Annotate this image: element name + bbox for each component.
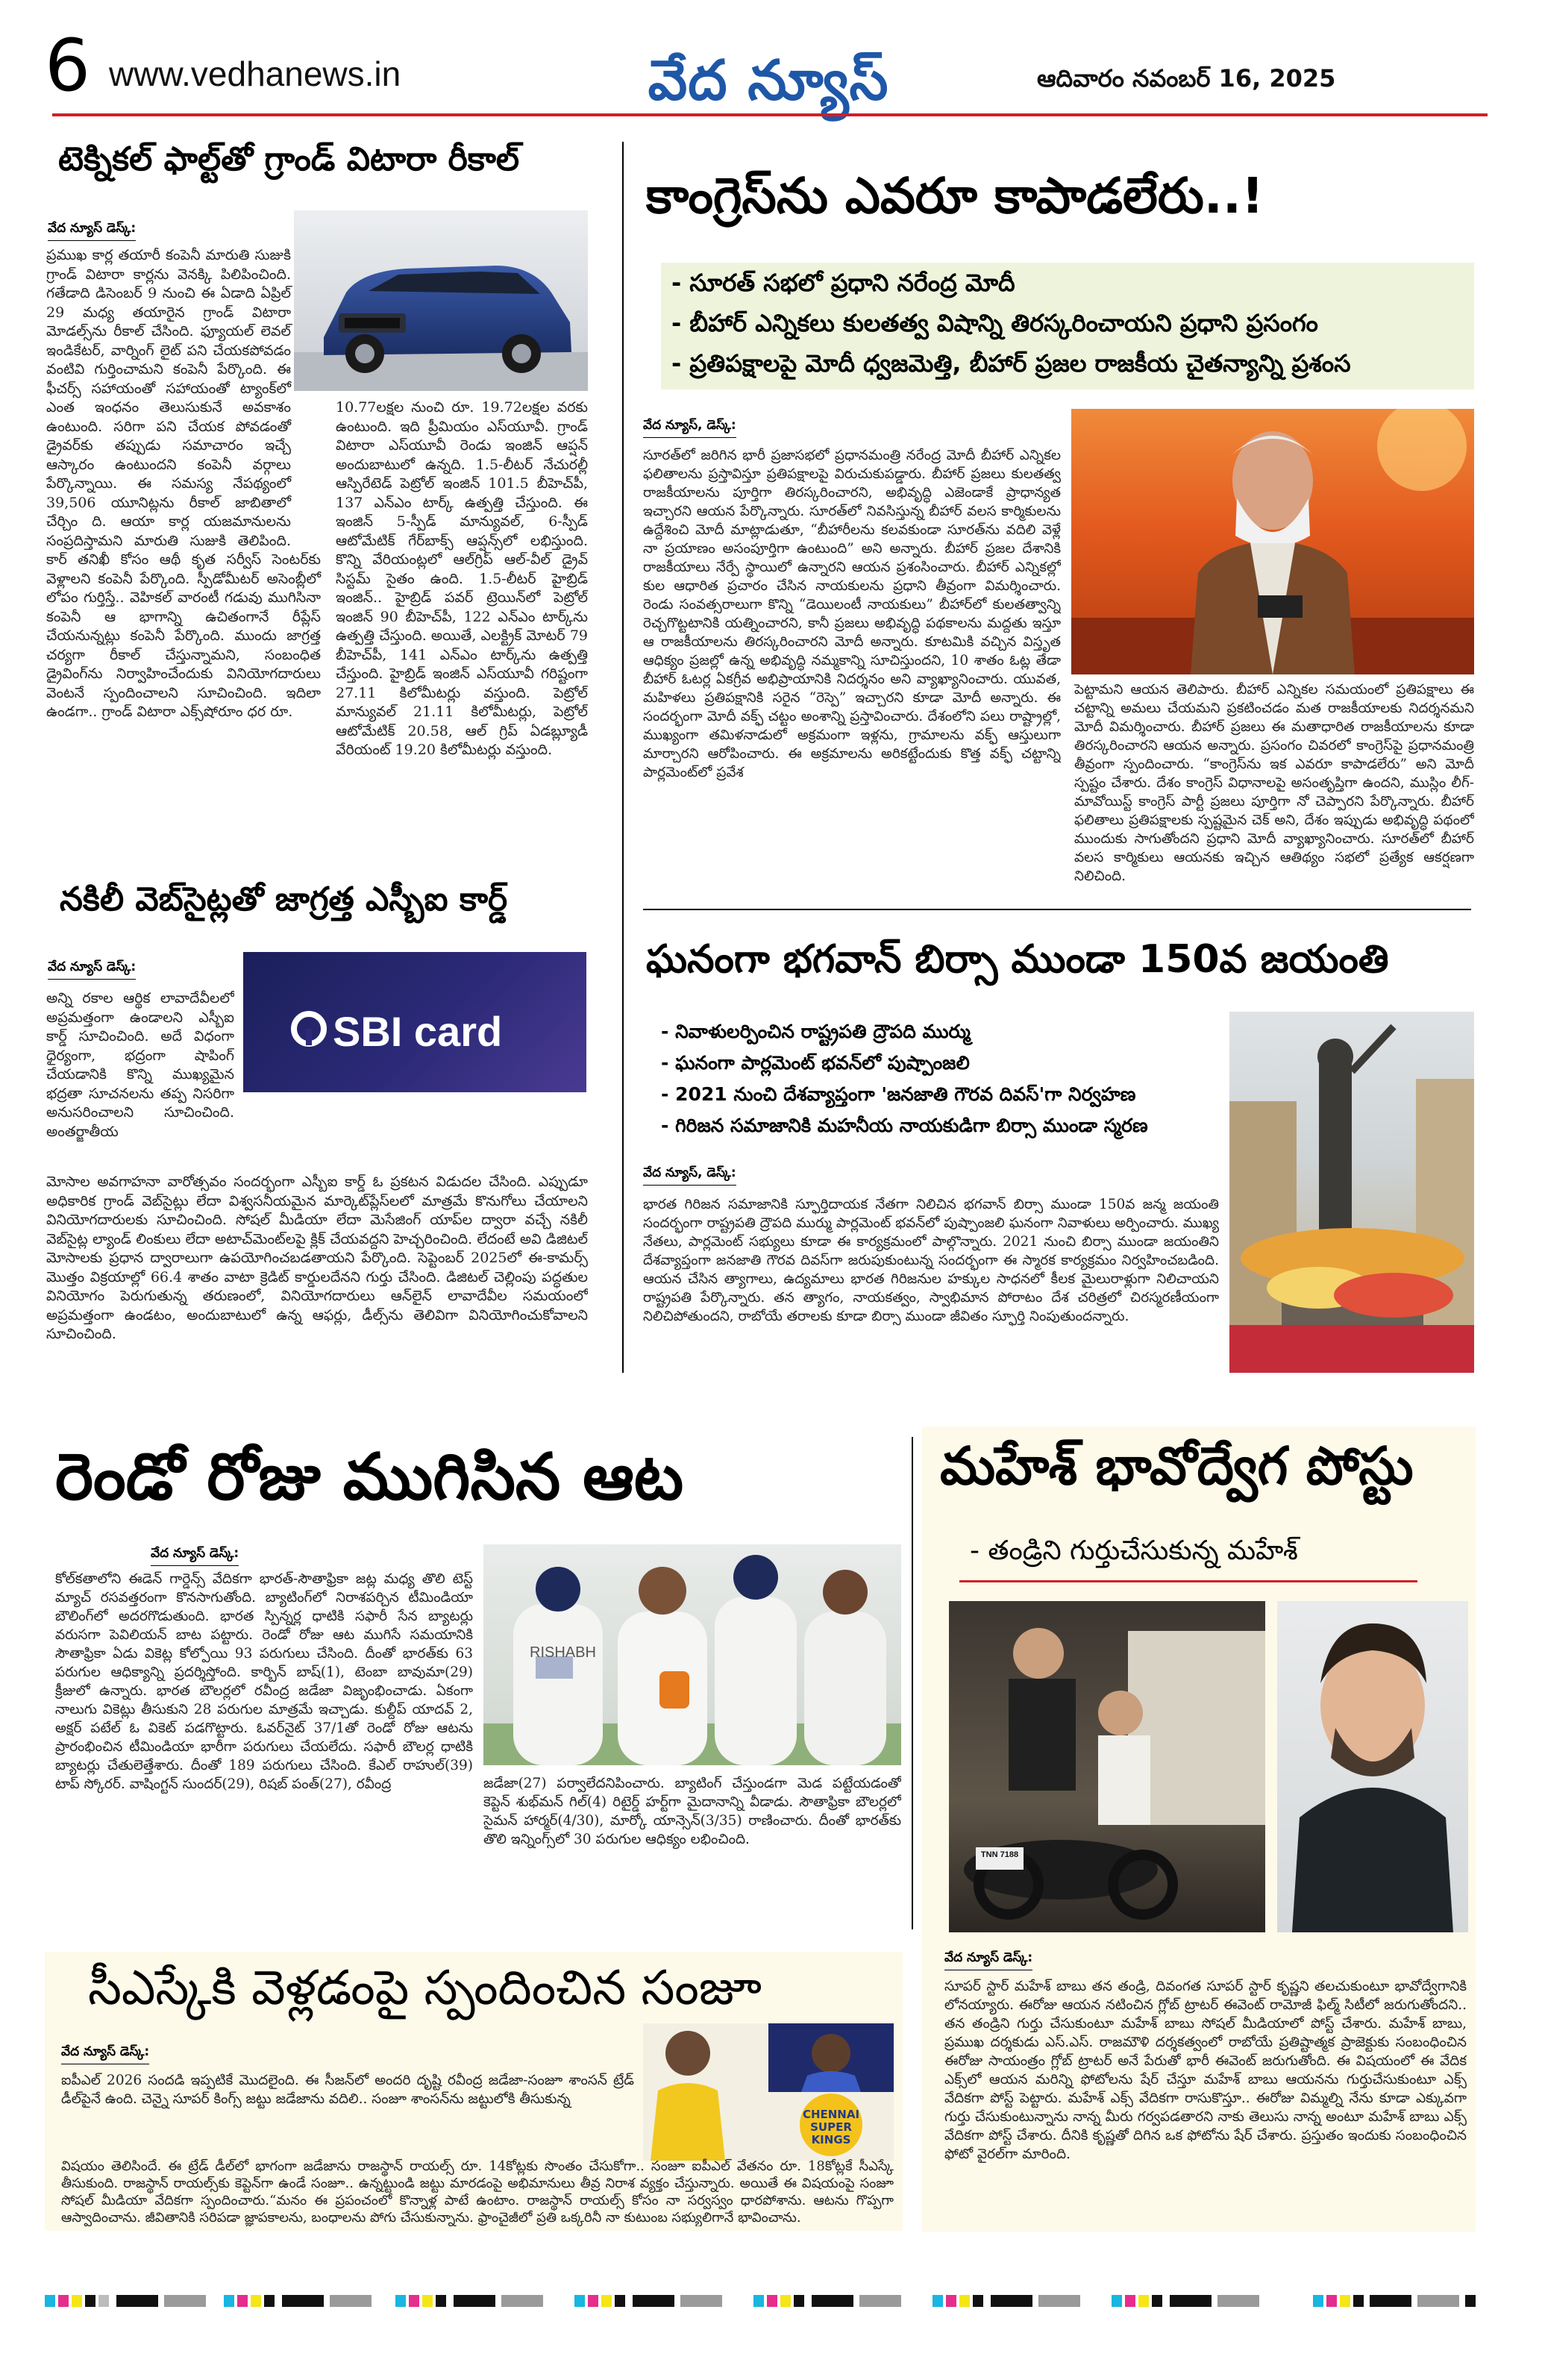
jersey-name: RISHABH [530, 1644, 596, 1661]
paper-logo: వేద న్యూస్ [648, 48, 889, 113]
csk-logo-text: CHENNAI SUPER KINGS [802, 2108, 860, 2146]
column-rule-1 [622, 142, 624, 1373]
recall-body-col2: 10.77లక్షల నుంచి రూ. 19.72లక్షల వరకు ఉంటుంది. ఇది ప్రీమియం ఎస్‌యూవీ. గ్రాండ్ విటారా ఎస్‌యూవీ రెండు ఇంజిన్ ఆప్షన్ అందుబాటులో ఉన్నది. 1.5-లీటర్ నేచురల్లీ ఆస్పిరేటెడ్ పెట్రోల్ ఇంజిన్ 101.5 బీహెచ్‌పీ, 137 ఎన్‌ఎం టార్క్ ఉత్పత్తి చేస్తుంది. ఈ ఇంజిన్ 5-స్పీడ్ మాన్యువల్, 6-స్పీడ్ ఆటోమేటిక్ గేర్‌బాక్స్ ఆప్షన్స్‌లో లభిస్తుంది. కొన్ని వేరియంట్లలో ఆల్‌గ్రిప్ ఆల్-వీల్ డ్రైవ్ సిస్టమ్ సైతం ఉంది. 1.5-లీటర్ హైబ్రిడ్ ఇంజిన్.. హైబ్రిడ్ పవర్ ట్రెయిన్‌లో పెట్రోల్ ఇంజిన్ 90 బీహెచ్‌పీ, 122 ఎన్‌ఎం టార్క్‌ను ఉత్పత్తి చేస్తుంది. అయితే, ఎలక్ట్రిక్ మోటర్ 79 బీహెచ్‌పీ, 141 ఎన్‌ఎం టార్క్‌ను ఉత్పత్తి చేస్తుంది. హైబ్రిడ్ ఇంజిన్ ఎస్‌యూవీ గరిష్టంగా 27.11 కిలోమీటర్లు వస్తుంది. పెట్రోల్ మాన్యువల్ 21.11 కిలోమీటర్లు, పెట్రోల్ ఆటోమేటిక్ 20.58, ఆల్ గ్రిప్ ఏడబ్ల్యూడీ వేరియంట్ 19.20 కిలోమీటర్లు వస్తుంది. [336, 399, 588, 758]
masthead-rule [52, 113, 1488, 116]
sbi-card-logo-text: SBI card [333, 1008, 503, 1055]
sanju-byline: వేద న్యూస్ డెస్క్: [61, 2044, 149, 2064]
mahesh-body: సూపర్ స్టార్ మహేశ్ బాబు తన తండ్రి, దివంగత సూపర్ స్టార్ కృష్ణని తలచుకుంటూ భావోద్వేగానికి లోనయ్యారు. ఈరోజు ఆయన నటించిన గ్లోబ్ ట్రాటర్ ఈవెంట్ రామోజీ ఫిల్మ్ సిటీలో జరుగుతోందని.. తన తండ్రిని గుర్తు చేసుకుంటూ మహేశ్ బాబు సోషల్ మీడియాలో పోస్ట్ చేశారు. మహేశ్ బాబు, ప్రముఖ దర్శకుడు ఎస్.ఎస్. రాజమౌళి దర్శకత్వంలో రాబోయే ప్రతిష్టాత్మక ప్రాజెక్టుకు సంబంధించిన ఈరోజు సాయంత్రం గ్లోబ్ ట్రాటర్ అనే పేరుతో భారీ ఈవెంట్ జరుగుతోంది. ఈ విషయంలో ఈ వేదిక ఎక్స్‌లో ఆయన మరిన్ని ఫోటోలను షేర్ చేస్తూ మహేశ్ బాబు ఆయనను గుర్తుచేసుకుంటూ ఎక్స్ వేదికగా పోస్ట్ పెట్టారు. మహేశ్ ఎక్స్ వేదికగా రాసుకొస్తూ.. ఈరోజు విమ్మల్ని నేను కూడా ఎక్కువగా గుర్తు చేసుకుంటున్నాను నాన్న మీరు గర్వపడతారని నాకు తెలుసు నాన్న అంటూ మహేశ్ బాబు ఎక్స్ వేదికగా పోస్ట్ చేశారు. దీనికి కృష్ణతో దిగిన ఒక ఫోటోను షేర్ చేశారు. ప్రస్తుతం ఇందుకు సంబంధించిన ఫోటో వైరల్‌గా మారింది. [944, 1979, 1467, 2162]
cricket-headline: రెండో రోజు ముగిసిన ఆట [55, 1440, 684, 1515]
sanju-headline: సీఎస్కేకి వెళ్లడంపై స్పందించిన సంజూ [88, 1961, 762, 2016]
birsa-bullet-3: - 2021 నుంచి దేశవ్యాప్తంగా 'జనజాతి గౌరవ దివస్'గా నిర్వహణ [661, 1083, 1136, 1105]
modi-photo [1071, 409, 1474, 674]
column-rule-2 [912, 1437, 913, 1929]
sanju-intro: ఐపీఎల్ 2026 సందడి ఇప్పటికే మొదలైంది. ఈ సీజన్‌లో అందరి దృష్టి రవీంద్ర జడేజా-సంజూ శాంసన్ ట్రేడ్ డీల్‌పైనే ఉంది. చెన్నై సూపర్ కింగ్స్ జట్టు జడేజాను వదిలి.. సంజూ శాంసన్‌ను జట్టులోకి తీసుకున్న [61, 2073, 634, 2107]
mahesh-portrait-photo [1277, 1601, 1468, 1932]
birsa-byline: వేద న్యూస్, డెస్క్: [643, 1165, 736, 1186]
sbi-intro: అన్ని రకాల ఆర్థిక లావాదేవీలలో అప్రమత్తంగా ఉండాలని ఎస్బీఐ కార్డ్ సూచించింది. అదే విధంగా ధైర్యంగా, భద్రంగా షాపింగ్ చేయడానికి కొన్ని ముఖ్యమైన భద్రతా సూచనలను తప్ప నిసరిగా అనుసరించాలని సూచించింది. అంతర్జాతీయ [46, 990, 234, 1140]
congress-bullet-1: - సూరత్ సభలో ప్రధాని నరేంద్ర మోదీ [671, 269, 1015, 297]
birsa-statue-photo [1229, 1012, 1474, 1373]
sbi-body: మోసాల అవగాహనా వారోత్సవం సందర్భంగా ఎస్బీఐ కార్డ్ ఓ ప్రకటన విడుదల చేసింది. ఎప్పుడూ అధికారిక గ్రాండ్ వెబ్‌సైట్లు లేదా విశ్వసనీయమైన మార్కెట్‌ప్లేస్‌లలో మాత్రమే కొనుగోలు చేయాలని వినియోగదారులకు సూచించింది. సోషల్ మీడియా లేదా మెసేజింగ్ యాప్‌ల ద్వారా వచ్చే నకిలీ వెబ్‌సైట్ల ల్యాండ్ లింకులు లేదా అటాచ్‌మెంట్‌లపై క్లిక్ చేయవద్దని హెచ్చరించింది. లేదంటే అవి డిజిటల్ మోసాలకు ప్రధాన ద్వారాలుగా ఉపయోగించబడతాయని పేర్కొంది. సెప్టెంబర్ 2025లో ఈ-కామర్స్ మొత్తం విక్రయాల్లో 66.4 శాతం వాటా క్రెడిట్ కార్డులదేనని గుర్తు చేసింది. డిజిటల్ చెల్లింపు పద్ధతుల వినియోగం పెరుగుతున్న తరుణంలో, వినియోగదారులు ఆన్‌లైన్ లావాదేవీల సమయంలో అప్రమత్తంగా ఉండటం, అందుబాటులో ఉన్న ఆఫర్లు, డీల్స్‌ను తెలివిగా వినియోగించుకోవాలని సూచించింది. [46, 1174, 588, 1342]
cricket-body-col2: జడేజా(27) పర్వాలేదనిపించారు. బ్యాటింగ్ చేస్తుండగా మెడ పట్టేయడంతో కెప్టెన్ శుభ్‌మన్ గిల్(4) రిటైర్డ్ హర్ట్‌గా మైదానాన్ని వీడాడు. సౌతాఫ్రికా బౌలర్లలో సైమన్ హార్మర్(4/30), మార్కో యాన్సెన్(3/35) రాణించారు. దీంతో భారత్‌కు తొలి ఇన్నింగ్స్‌లో 30 పరుగుల ఆధిక్యం లభించింది. [483, 1776, 901, 1847]
issue-date: ఆదివారం నవంబర్ 16, 2025 [1037, 64, 1336, 93]
sanju-photo [643, 2023, 894, 2161]
congress-byline: వేద న్యూస్, డెస్క్: [643, 418, 736, 438]
congress-body-col2: పెట్టామని ఆయన తెలిపారు. బీహార్ ఎన్నికల సమయంలో ప్రతిపక్షాలు ఈ చట్టాన్ని అమలు చేయమని ప్రకటించడం మత రాజకీయాలకు నిదర్శనమని మోదీ విమర్శించారు. బీహార్ ప్రజలు ఈ మతాధారిత రాజకీయాలను కూడా తిరస్కరించారని ఆయన అన్నారు. ప్రసంగం చివరలో కాంగ్రెస్‌పై ప్రధానమంత్రి తీవ్రంగా స్పందించారు. “కాంగ్రెస్‌ను ఇక ఎవరూ కాపాడలేరు” అని మోదీ స్పష్టం చేశారు. దేశం కాంగ్రెస్ విధానాలపై అసంతృప్తిగా ఉందని, ముస్లిం లీగ్-మావోయిస్ట్ కాంగ్రెస్ పార్టీ ప్రజలు పూర్తిగా నో చెప్పారని పేర్కొన్నారు. బీహార్ ఫలితాలు ప్రతిపక్షాలకు స్పష్టమైన చెక్ అని, దేశం ఇప్పుడు అభివృద్ధి పథంలో ముందుకు సాగుతోందని ప్రధాని మోదీ వ్యాఖ్యానించారు. సూరత్‌లో బీహార్ వలస కార్మికులు ఆయనకు ఇచ్చిన ఆతిథ్యం సభలో ప్రత్యేక ఆకర్షణగా నిలిచింది. [1074, 682, 1474, 884]
cricket-body-col1: కోల్‌కతాలోని ఈడెన్ గార్డెన్స్ వేదికగా భారత్-సౌతాఫ్రికా జట్ల మధ్య తొలి టెస్ట్ మ్యాచ్ రసవత్తరంగా కొనసాగుతోంది. బ్యాటింగ్‌లో నిరాశపర్చిన టీమిండియా బౌలింగ్‌లో అదరగొడుతుంది. భారత స్పిన్నర్ల ధాటికి సఫారీ సేన బ్యాటర్లు వరుసగా పెవిలియన్ బాట పట్టారు. రెండో రోజు ఆట ముగిసే సమయానికి సౌతాఫ్రికా ఏడు వికెట్ల కోల్పోయి 93 పరుగులు చేసింది. దీంతో భారత్‌కు 63 పరుగుల ఆధిక్యాన్ని ప్రదర్శిస్తోంది. కార్బిన్ బాష్(1), టెంబా బావుమా(29) క్రీజులో ఉన్నారు. భారత బౌలర్లలో రవీంద్ర జడేజా విజృంభించాడు. ఏకంగా నాలుగు వికెట్లు తీసుకుని 28 పరుగుల మాత్రమే ఇచ్చాడు. కుల్దీప్ యాదవ్ 2, అక్షర్ పటేల్ ఓ వికెట్ పడగొట్టారు. ఓవర్‌నైట్ 37/1తో రెండో రోజు ఆటను ప్రారంభించిన టీమిండియా భారీగా పరుగులు చేయలేదు. సఫారీ బౌలర్ల ధాటికి బ్యాటర్లు చేతులెత్తేశారు. దీంతో 189 పరుగులు చేసింది. కేఎల్ రాహుల్(39) టాప్ స్కోరర్. వాషింగ్టన్ సుందర్(29), రిషబ్ పంత్(27), రవీంద్ర [55, 1571, 473, 1792]
birsa-body: భారత గిరిజన సమాజానికి స్ఫూర్తిదాయక నేతగా నిలిచిన భగవాన్ బిర్సా ముండా 150వ జన్మ జయంతి సందర్భంగా రాష్ట్రపతి ద్రౌపది ముర్ము పార్లమెంట్ భవన్‌లో పుష్పాంజలి ఘనంగా నివాళులు అర్పించారు. ముఖ్య నేతలు, పార్లమెంట్ సభ్యులు కూడా ఈ కార్యక్రమంలో పాల్గొన్నారు. 2021 నుంచి బిర్సా ముండా జయంతిని దేశవ్యాప్తంగా జనజాతి గౌరవ దివస్‌గా జరుపుకుంటున్న సందర్భంగా ఈ స్మారక కార్యక్రమం నిర్వహించబడింది. ఆయన చేసిన త్యాగాలు, ఉద్యమాలు భారత గిరిజనుల హక్కుల సాధనలో కీలక మైలురాళ్లుగా నిలిచాయని రాష్ట్రపతి పేర్కొన్నారు. తన త్యాగం, నాయకత్వం, స్వాభిమాన పోరాటం దేశ చరిత్రలో చిరస్మరణీయంగా నిలిచిపోతుందని, రాబోయే తరాలకు కూడా బిర్సా ముండా జీవితం స్ఫూర్తి నింపుతుందన్నారు. [643, 1197, 1219, 1324]
birsa-bullet-4: - గిరిజన సమాజానికి మహనీయ నాయకుడిగా బిర్సా ముండా స్మరణ [661, 1115, 1148, 1136]
cricket-photo [483, 1544, 901, 1765]
congress-headline: కాంగ్రెస్‌ను ఎవరూ కాపాడలేరు..! [646, 167, 1264, 225]
sbi-headline: నకిలీ వెబ్‌సైట్లతో జాగ్రత్త ఎస్బీఐ కార్డ్ [60, 880, 508, 918]
congress-bullet-3: - ప్రతిపక్షాలపై మోదీ ధ్వజమెత్తి, బీహార్ ప్రజల రాజకీయ చైతన్యాన్ని ప్రశంస [671, 349, 1351, 378]
birsa-bullet-1: - నివాళులర్పించిన రాష్ట్రపతి ద్రౌపది ముర్ము [661, 1021, 971, 1042]
mahesh-subhead: - తండ్రిని గుర్తుచేసుకున్న మహేశ్ [970, 1535, 1298, 1566]
recall-byline: వేద న్యూస్ డెస్క్: [48, 221, 136, 241]
congress-highlights [661, 263, 1474, 389]
birsa-bullet-2: - ఘనంగా పార్లమెంట్ భవన్‌లో పుష్పాంజలి [661, 1052, 970, 1074]
bike-plate-text: TNN 7188 [980, 1850, 1019, 1859]
print-color-bar [45, 2295, 1492, 2307]
birsa-headline: ఘనంగా భగవాన్ బిర్సా ముండా 150వ జయంతి [646, 937, 1389, 982]
website-url[interactable]: www.vedhanews.in [109, 54, 401, 93]
mahesh-old-photo [949, 1601, 1265, 1932]
page-number: 6 [45, 24, 91, 107]
congress-bullet-2: - బీహార్ ఎన్నికలు కులతత్వ విషాన్ని తిరస్కరించాయని ప్రధాని ప్రసంగం [671, 309, 1318, 337]
mahesh-subhead-rule [959, 1580, 1417, 1582]
section-rule-right-1 [643, 909, 1471, 910]
mahesh-byline: వేద న్యూస్ డెస్క్: [944, 1950, 1032, 1970]
sbi-byline: వేద న్యూస్ డెస్క్: [48, 959, 136, 980]
recall-body-col1: ప్రముఖ కార్ల తయారీ కంపెనీ మారుతి సుజుకి గ్రాండ్ విటారా కార్లను వెనక్కి పిలిపించింది. గతేడాది డిసెంబర్ 9 నుంచి ఈ ఏడాది ఏప్రిల్ 29 మధ్య తయారైన గ్రాండ్ విటారా మోడల్స్‌ను రీకాల్ చేసింది. ఫ్యూయల్ లెవల్ ఇండికేటర్, వార్నింగ్ లైట్ పని చేయకపోవడం వంటివి గుర్తించామని కంపెనీ పేర్కొంది. ఈ ఫీచర్స్ సహాయంతో సహాయంతో ట్యాంక్‌లో ఎంత ఇంధనం తెలుసుకునే అవకాశం ఉంటుంది. సరిగా పని చేయక పోవడంతో డ్రైవర్‌కు తప్పుడు సమాచారం ఇచ్చే ఆస్కారం ఉంటుందని కంపెనీ వర్గాలు పేర్కొన్నాయి. ఈ సమస్య నేపథ్యంలో 39,506 యూనిట్లను రీకాల్ జాబితాలో చేర్చిం ది. ఆయా కార్ల యజమానులను సంప్రదిస్తామని మారుతి సుజుకి తెలిపింది. కార్ తనిఖీ కోసం ఆథీ కృత సర్వీస్ సెంటర్‌కు వెళ్లాలని కంపెనీ పేర్కొంది. స్పీడోమీటర్ అసెంబ్లీలో లోపం గుర్తిస్తే.. వెహికల్ వారంటీ గడువు ముగిసినా కంపెనీ ఆ భాగాన్ని ఉచితంగానే రీప్లేస్ చేయనున్నట్లు కంపెనీ పేర్కొంది. ముందు జాగ్రత్త చర్యగా రీకాల్ చేస్తున్నామని, సంబంధిత డ్రైవింగ్‌ను నిర్వాహించేందుకు వినియోగదారులు వెంటనే స్పందించాలని సూచించింది. ఇదిలా ఉండగా.. గ్రాండ్ విటారా ఎక్స్‌షోరూం ధర రూ. [46, 247, 321, 720]
mahesh-headline: మహేశ్ భావోద్వేగ పోస్టు [940, 1435, 1414, 1497]
congress-body-col1: సూరత్‌లో జరిగిన భారీ ప్రజాసభలో ప్రధానమంత్రి నరేంద్ర మోదీ బీహార్ ఎన్నికల ఫలితాలను ప్రస్తావిస్తూ ప్రతిపక్షాలపై విరుచుకుపడ్డారు. బీహార్ ప్రజలు కులతత్వ రాజకీయాలను పూర్తిగా తిరస్కరించారని, అభివృద్ధి ఎజెండాకే ప్రాధాన్యత ఇచ్చారని ఆయన పేర్కొన్నారు. సూరత్‌లో నివసిస్తున్న బీహార్ వలస కార్మికులను ఉద్దేశించి మోదీ మాట్లాడుతూ, “బీహారీలను కలవకుండా సూరత్‌ను వదిలి వెళ్లే నా ప్రయాణం అసంపూర్తిగా ఉంటుంది” అని అన్నారు. బీహార్ ప్రజల దేశానికి రాజకీయాలు నేర్పే స్థాయిలో ఉన్నారని ఆయన ప్రశంసించారు. బీహార్ ఎన్నికల్లో కుల ఆధారిత ప్రచారం చేసిన నాయకులను ప్రధాని తీవ్రంగా విమర్శించారు. రెండు సంవత్సరాలుగా కొన్ని “డెయిలంటీ నాయకులు” బీహార్‌లో కులతత్వాన్ని రెచ్చగొట్టటానికి యత్నించారని, కానీ ప్రజలు అభివృద్ధి పథకాలను మద్దతు ఇస్తూ ఆ రాజకీయాలను తిరస్కరించారని మోదీ అన్నారు. కూటమికి వచ్చిన విస్తృత ఆధిక్యం ప్రజల్లో ఉన్న అభివృద్ధి నమ్మకాన్ని సూచిస్తుందని, 10 శాతం ఓట్ల తేడా బీహార్ ఓటర్ల ఏకగ్రీవ అభిప్రాయానికి నిదర్శనం అని వ్యాఖ్యానించారు. యువత, మహిళలు ప్రతిపక్షానికి సరైన “రెస్పె” ఇచ్చారని కూడా మోదీ అన్నారు. ఈ సందర్భంగా మోదీ వక్ఫ్ చట్టం అంశాన్ని ప్రస్తావించారు. దేశంలోని పలు రాష్ట్రాల్లో, ముఖ్యంగా తమిళనాడులో అక్రమంగా ఇళ్లను, గ్రామాలను వక్ఫ్ ఆస్తులుగా మార్చారని ఆరోపించారు. ఈ అక్రమాలను అరికట్టేందుకు కొత్త వక్ఫ్ చట్టాన్ని పార్లమెంట్‌లో ప్రవేశ [643, 448, 1061, 780]
recall-headline: టెక్నికల్ ఫాల్ట్‌తో గ్రాండ్ విటారా రీకాల్ [58, 140, 520, 178]
sanju-body: విషయం తెలిసిందే. ఈ ట్రేడ్ డీల్‌లో భాగంగా జడేజాను రాజస్థాన్ రాయల్స్ రూ. 14కోట్లకు సొంతం చేసుకోగా.. సంజూ ఐపీఎల్ వేతనం రూ. 18కోట్లకే సీఎస్కే తీసుకుంది. రాజస్థాన్ రాయల్స్‌కు కెప్టెన్‌గా ఉండే సంజూ.. ఉన్నట్టుండి జట్టు మారడంపై అభిమానులు తీవ్ర నిరాశ వ్యక్తం చేస్తున్నారు. అయితే ఈ విషయంపై సంజూ సోషల్ మీడియా వేదికగా స్పందించారు.“మనం ఈ ప్రపంచంలో కొన్నాళ్ల పాటే ఉంటాం. రాజస్థాన్ రాయల్స్ కోసం నా సర్వస్వం ధారపోశాను. ఆటను గొప్పగా ఆస్వాదించాను. జీవితానికి సరిపడా జ్ఞాపకాలను, బంధాలను పోగు చేసుకున్నాను. ఫ్రాంచైజీలో ప్రతి ఒక్కరినీ నా కుటుంబ సభ్యులిగానే భావించాను. [61, 2158, 894, 2226]
sbi-card-image [243, 952, 586, 1092]
cricket-byline: వేద న్యూస్ డెస్క్: [151, 1546, 239, 1566]
